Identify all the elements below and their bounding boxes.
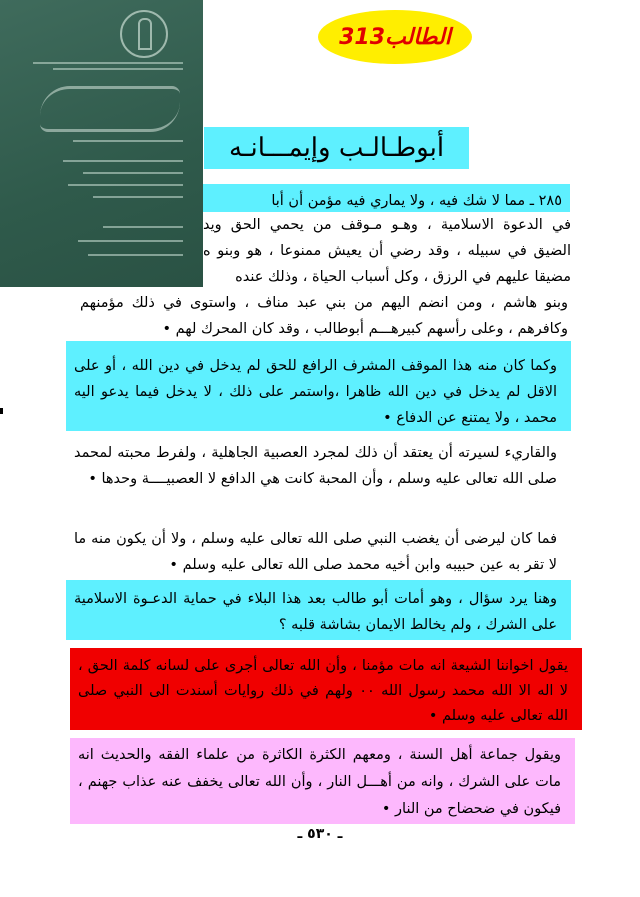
section-heading: أبوطـالـب وإيمـــانـه (204, 127, 469, 169)
paragraph-3: والقاريء لسيرته أن يعتقد أن ذلك لمجرد العصبية الجاهلية ، ولفرط محبته لمحمد صلى الله تعالى عليه وسلم ، وأن المحبة كانت هي الدافع لا العصبيــــة وحدها • (74, 445, 557, 487)
cover-line (93, 196, 183, 198)
cover-line (83, 172, 183, 174)
cover-line (103, 226, 183, 228)
page-number: ـ ٥٣٠ ـ (297, 826, 343, 842)
cover-line (63, 160, 183, 162)
paragraph-285-end: وبنو هاشم ، ومن انضم اليهم من بني عبد مناف ، واستوى في ذلك مؤمنهم وكافرهم ، وعلى رأسهم كبيرهـــم أبوطالب ، وقد كان المحرك لهم • (80, 295, 568, 337)
paragraph-285-body: في الدعوة الاسلامية ، وهـو مـوقف من يحمي الحق ويد الضيق في سبيله ، وقد رضي أن يعيش ممنوعا ، هو وبنو ه مضيقا عليهم في الرزق ، وكل أسباب الحياة ، وذلك عنده (203, 217, 571, 285)
paragraph-7-sunni-view: ويقول جماعة أهل السنة ، ومعهم الكثرة الكاثرة من علماء الفقه والحديث انه مات على الشرك ، وانه من أهـــل النار ، وأن الله تعالى يخفف عنه عذاب جهنم ، فيكون في ضحضاح من النار • (70, 738, 575, 824)
paragraph-5: وهنا يرد سؤال ، وهو أمات أبو طالب بعد هذا البلاء في حماية الدعـوة الاسلامية على الشرك ، ولم يخالط الايمان بشاشة قلبه ؟ (66, 580, 571, 640)
margin-mark (0, 408, 3, 414)
cover-line (73, 140, 183, 142)
badge-label: الطالب313 (318, 10, 472, 64)
cover-line (53, 68, 183, 70)
cover-line (68, 184, 183, 186)
cover-title-calligraphy (40, 86, 180, 132)
paragraph-4: فما كان ليرضى أن يغضب النبي صلى الله تعالى عليه وسلم ، ولا أن يكون منه ما لا تقر به عين حبيبه وابن أخيه محمد صلى الله تعالى عليه وسلم • (74, 531, 557, 573)
cover-line (88, 254, 183, 256)
cover-emblem-icon (120, 10, 168, 58)
paragraph-285-first-line: ٢٨٥ ـ مما لا شك فيه ، ولا يماري فيه مؤمن أن أبا (203, 184, 570, 212)
cover-line (33, 62, 183, 64)
paragraph-6-shia-view: يقول اخواننا الشيعة انه مات مؤمنا ، وأن الله تعالى أجرى على لسانه كلمة الحق ، لا اله الا الله محمد رسول الله ٠٠ ولهم في ذلك روايات أسندت الى النبي صلى الله تعالى عليه وسلم • (70, 648, 582, 730)
book-cover-image (0, 0, 203, 287)
paragraph-2: وكما كان منه هذا الموقف المشرف الرافع للحق لم يدخل في دين الله ، أو على الاقل لم يدخل في دين الله ظاهرا ،واستمر على ذلك ، لا يدخل فيما يدعو اليه محمد ، ولا يمتنع عن الدفاع • (66, 341, 571, 431)
cover-line (78, 240, 183, 242)
